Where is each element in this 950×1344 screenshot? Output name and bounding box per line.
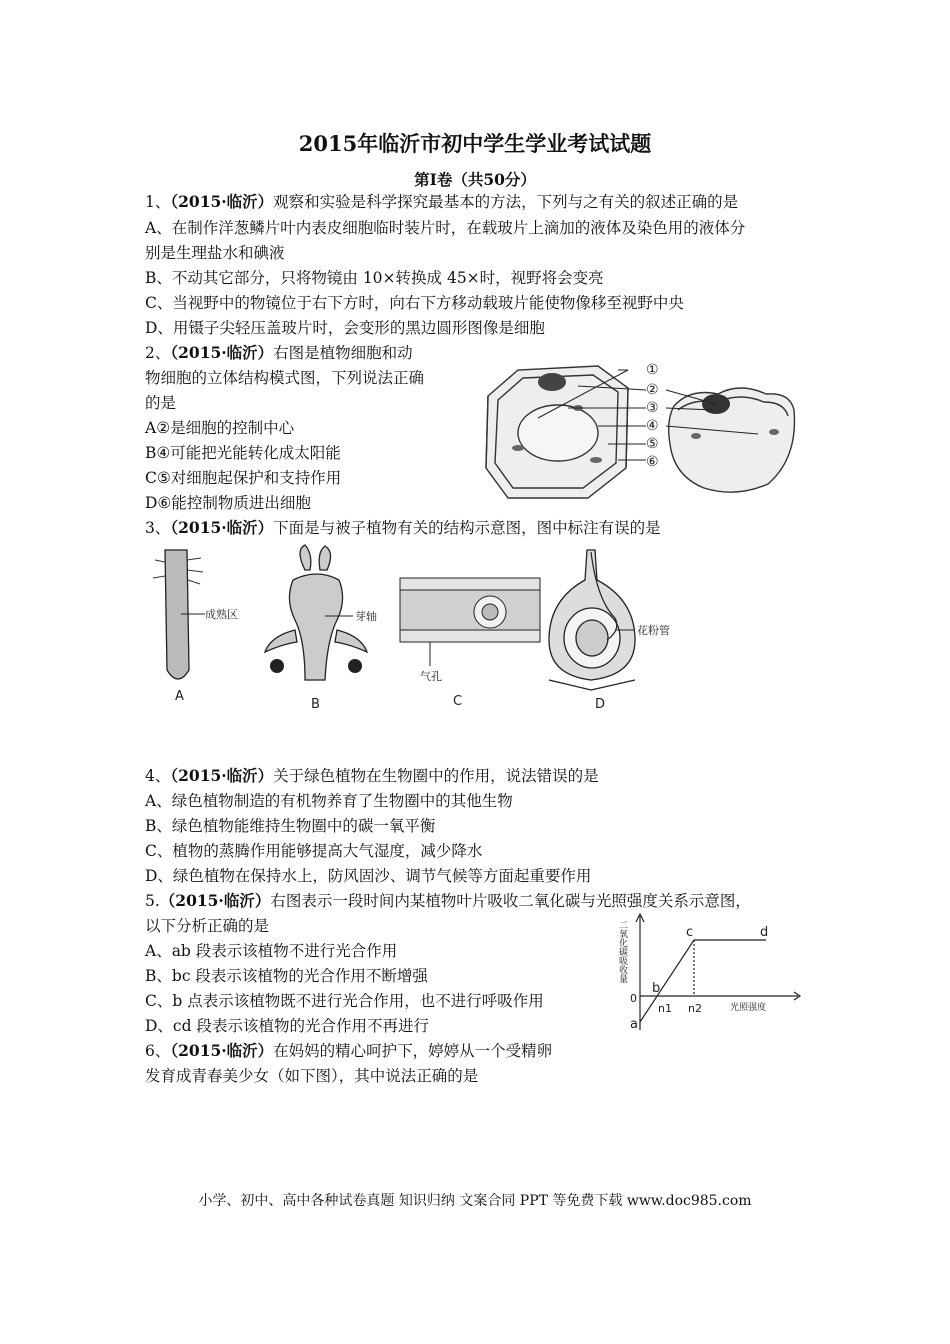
fig-label-c: C bbox=[453, 694, 463, 709]
q5-option-c: C、b 点表示该植物既不进行光合作用，也不进行呼吸作用 bbox=[145, 992, 544, 1010]
q4-option-d: D、绿色植物在保持水上，防风固沙、调节气候等方面起重要作用 bbox=[145, 867, 592, 885]
q2-source: （2015·临沂） bbox=[170, 343, 274, 362]
q1-option-a-cont: 别是生理盐水和碘液 bbox=[145, 244, 285, 262]
q4-number: 4、 bbox=[145, 767, 171, 785]
graph-ylabel: 二氧化碳吸收量 bbox=[617, 920, 627, 983]
graph-point-a: a bbox=[630, 1017, 638, 1032]
graph-point-d: d bbox=[760, 925, 769, 940]
q1-source: （2015·临沂） bbox=[170, 192, 274, 211]
q1-option-c: C、当视野中的物镜位于右下方时，向右下方移动载玻片能使物像移至视野中央 bbox=[145, 294, 684, 312]
q5-option-d: D、cd 段表示该植物的光合作用不再进行 bbox=[145, 1017, 429, 1035]
cell-structure-figure bbox=[478, 348, 800, 508]
q1-number: 1、 bbox=[145, 193, 171, 211]
section-heading: 第Ⅰ卷（共50分） bbox=[414, 170, 536, 189]
question-3-stem bbox=[145, 518, 661, 538]
ovary-drawing bbox=[549, 550, 635, 690]
q2-option-b: B④可能把光能转化成太阳能 bbox=[145, 444, 341, 462]
plant-structure-figures bbox=[145, 540, 670, 715]
q6-source: （2015·临沂） bbox=[170, 1041, 274, 1060]
bud-drawing bbox=[265, 545, 367, 680]
q5-text-line2: 以下分析正确的是 bbox=[145, 917, 270, 935]
q2-number: 2、 bbox=[145, 344, 171, 362]
graph-n1: n1 bbox=[658, 1002, 672, 1015]
q4-source: （2015·临沂） bbox=[170, 766, 274, 785]
q1-option-b: B、不动其它部分，只将物镜由 10×转换成 45×时，视野将会变亮 bbox=[145, 269, 604, 287]
graph-n2: n2 bbox=[688, 1002, 702, 1015]
q4-option-a: A、绿色植物制造的有机物养育了生物圈中的其他生物 bbox=[145, 792, 513, 810]
q5-text: 右图表示一段时间内某植物叶片吸收二氧化碳与光照强度关系示意图， bbox=[270, 892, 751, 910]
question-4-stem bbox=[145, 766, 599, 786]
q6-text-line2: 发育成青春美少女（如下图），其中说法正确的是 bbox=[145, 1067, 479, 1085]
question-2-stem bbox=[145, 343, 413, 363]
fig-label-d: D bbox=[595, 697, 606, 712]
q5-option-a: A、ab 段表示该植物不进行光合作用 bbox=[145, 942, 398, 960]
graph-point-c: c bbox=[686, 925, 694, 940]
q4-text: 关于绿色植物在生物圈中的作用，说法错误的是 bbox=[273, 767, 599, 785]
page-footer: 小学、初中、高中各种试卷真题 知识归纳 文案合同 PPT 等免费下载 www.doc985.com bbox=[198, 1193, 752, 1209]
q4-option-b: B、绿色植物能维持生物圈中的碳一氧平衡 bbox=[145, 817, 436, 835]
page-title: 2015年临沂市初中学生学业考试试题 bbox=[298, 131, 652, 156]
graph-point-b: b bbox=[652, 981, 661, 996]
q2-option-a: A②是细胞的控制中心 bbox=[145, 419, 295, 437]
question-5-stem bbox=[145, 891, 751, 911]
q3-number: 3、 bbox=[145, 519, 171, 537]
q2-option-c: C⑤对细胞起保护和支持作用 bbox=[145, 469, 342, 487]
graph-xlabel: 光照强度 bbox=[730, 1003, 767, 1013]
q5-option-b: B、bc 段表示该植物的光合作用不断增强 bbox=[145, 967, 428, 985]
q2-text: 右图是植物细胞和动 bbox=[273, 344, 413, 362]
q5-source: （2015·临沂） bbox=[159, 891, 271, 910]
q4-option-c: C、植物的蒸腾作用能够提高大气湿度，减少降水 bbox=[145, 842, 483, 860]
cell-label-5: ⑤ bbox=[646, 436, 659, 452]
co2-light-graph bbox=[618, 912, 803, 1034]
question-1-stem bbox=[145, 192, 738, 212]
graph-origin: 0 bbox=[630, 992, 637, 1005]
q1-option-a: A、在制作洋葱鳞片叶内表皮细胞临时装片时，在载玻片上滴加的液体及染色用的液体分 bbox=[145, 219, 746, 237]
cell-label-1: ① bbox=[646, 362, 659, 378]
q2-text-line2: 物细胞的立体结构模式图，下列说法正确 bbox=[145, 369, 425, 387]
cell-label-4: ④ bbox=[646, 418, 659, 434]
q5-number: 5. bbox=[145, 892, 160, 910]
q2-text-line3: 的是 bbox=[145, 394, 177, 412]
cell-label-6: ⑥ bbox=[646, 454, 659, 470]
leaf-section-drawing bbox=[400, 578, 540, 642]
root-tip-drawing bbox=[153, 550, 205, 679]
q3-source: （2015·临沂） bbox=[170, 518, 274, 537]
label-chengshuqu: 成熟区 bbox=[205, 608, 238, 621]
fig-label-b: B bbox=[311, 697, 320, 712]
q1-option-d: D、用镊子尖轻压盖玻片时，会变形的黑边圆形图像是细胞 bbox=[145, 319, 545, 337]
label-huafenguan: 花粉管 bbox=[637, 624, 670, 637]
question-6-stem bbox=[145, 1041, 552, 1061]
q1-text: 观察和实验是科学探究最基本的方法，下列与之有关的叙述正确的是 bbox=[273, 193, 739, 211]
cell-label-2: ② bbox=[646, 382, 659, 398]
cell-label-3: ③ bbox=[646, 400, 659, 416]
label-yazhou: 芽轴 bbox=[355, 610, 377, 623]
label-qikong: 气孔 bbox=[420, 670, 442, 683]
fig-label-a: A bbox=[175, 689, 184, 704]
q3-text: 下面是与被子植物有关的结构示意图，图中标注有误的是 bbox=[273, 519, 661, 537]
q6-number: 6、 bbox=[145, 1042, 171, 1060]
q2-option-d: D⑥能控制物质进出细胞 bbox=[145, 494, 311, 512]
q6-text: 在妈妈的精心呵护下，婷婷从一个受精卵 bbox=[273, 1042, 553, 1060]
